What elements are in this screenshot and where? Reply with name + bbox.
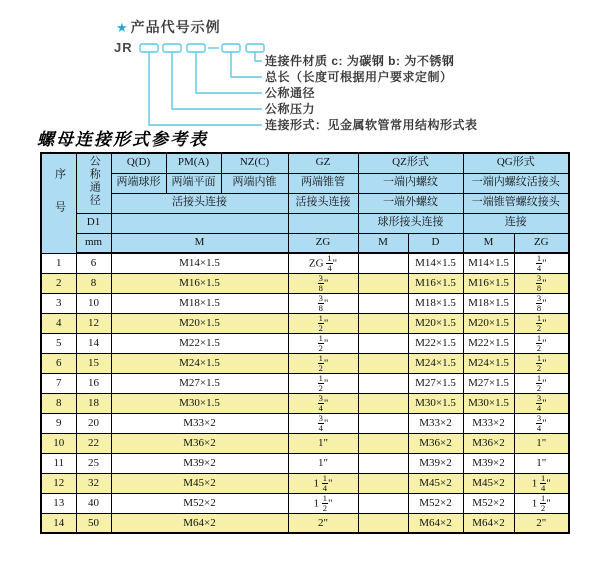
cell-qz-d: M24×1.5 [408,353,463,373]
cell-qg-zg: 2" [514,513,569,533]
table-row [41,413,569,433]
header-nz-desc: 两端内锥 [221,173,288,193]
cell-qz-d: M18×1.5 [408,293,463,313]
cell-qz-m [358,373,408,393]
label-total-length: 总长（长度可根据用户要求定制） [265,70,453,84]
cell-dn: 40 [76,493,111,513]
cell-thread-m: M45×2 [111,473,288,493]
header-qz-desc2: 一端外螺纹 [358,193,463,213]
header-blank-cell [111,213,288,233]
header-pm-desc: 两端平面 [166,173,221,193]
table-header [41,153,569,253]
cell-qg-zg: 1 $\frac{1}{2}$ " [514,493,569,513]
fraction: $\frac{3}{8}$ [318,293,323,313]
cell-qz-m [358,433,408,453]
fraction: $\frac{1}{2}$ [536,373,542,393]
table-row [41,313,569,333]
cell-dn: 16 [76,373,111,393]
table-row [41,373,569,393]
header-qg-join: 连接 [463,213,569,233]
cell-qz-d: M39×2 [408,453,463,473]
cell-qg-zg: 1 $\frac{1}{4}$ " [514,473,569,493]
header-qz-join: 球形接头连接 [358,213,463,233]
cell-qz-m [358,253,408,273]
header-nz-code: NZ(C) [221,153,288,173]
code-box-2 [163,44,181,52]
diagram-title-text: 产品代号示例 [130,19,221,35]
cell-qg-zg: 1" [514,453,569,473]
cell-thread-m: M16×1.5 [111,273,288,293]
header-gz-code: GZ [288,153,358,173]
cell-thread-m: M52×2 [111,493,288,513]
cell-qz-m [358,353,408,373]
fraction: $\frac{1}{4}$ [536,253,542,273]
fraction: $\frac{3}{4}$ [318,393,323,413]
cell-dn: 10 [76,293,111,313]
cell-thread-m: M20×1.5 [111,313,288,333]
cell-thread-m: M18×1.5 [111,293,288,313]
header-dn: 公称通径 [76,153,111,213]
header-qg-desc2: 一端锥管螺纹接头 [463,193,569,213]
cell-qz-m [358,513,408,533]
header-qg-unit-zg: ZG [514,233,569,253]
cell-qz-d: M36×2 [408,433,463,453]
cell-gz-zg: $\frac{3}{8}$ " [288,273,358,293]
fraction: $\frac{1}{2}$ [322,493,327,513]
table-row [41,453,569,473]
cell-qg-zg: $\frac{3}{8}$ " [514,293,569,313]
cell-dn: 20 [76,413,111,433]
cell-gz-zg: 1" [288,433,358,453]
fraction: $\frac{3}{8}$ [536,273,542,293]
fraction: $\frac{3}{8}$ [318,273,323,293]
fraction: $\frac{3}{8}$ [536,293,542,313]
code-box-5 [246,44,264,52]
table-row [41,253,569,273]
header-qz-code: QZ形式 [358,153,463,173]
cell-qg-m: M36×2 [463,433,514,453]
cell-seq: 9 [41,413,76,433]
cell-qz-m [358,453,408,473]
fraction: $\frac{1}{2}$ [318,313,323,333]
code-box-3 [187,44,205,52]
cell-gz-zg: $\frac{3}{4}$ " [288,413,358,433]
cell-dn: 15 [76,353,111,373]
fraction: $\frac{1}{2}$ [318,333,323,353]
cell-seq: 11 [41,453,76,473]
header-pm-code: PM(A) [166,153,221,173]
cell-qz-m [358,473,408,493]
cell-qg-m: M18×1.5 [463,293,514,313]
cell-qg-m: M24×1.5 [463,353,514,373]
cell-gz-zg: $\frac{1}{2}$ " [288,373,358,393]
cell-thread-m: M24×1.5 [111,353,288,373]
cell-seq: 13 [41,493,76,513]
cell-qz-m [358,313,408,333]
cell-seq: 3 [41,293,76,313]
fraction: $\frac{1}{4}$ [541,473,546,493]
cell-seq: 14 [41,513,76,533]
table-title: 螺母连接形式参考表 [37,130,208,150]
fraction: $\frac{1}{2}$ [536,353,542,373]
cell-seq: 4 [41,313,76,333]
table-body [41,253,569,533]
table-row [41,433,569,453]
fraction: $\frac{3}{4}$ [318,413,323,433]
table-row [41,333,569,353]
header-m-span: M [111,233,288,253]
label-nominal-diameter: 公称通径 [265,86,316,100]
cell-qg-m: M16×1.5 [463,273,514,293]
fraction: $\frac{1}{2}$ [541,493,546,513]
cell-qg-zg: $\frac{3}{4}$ " [514,413,569,433]
cell-qz-m [358,293,408,313]
cell-gz-zg: $\frac{3}{8}$ " [288,293,358,313]
cell-dn: 32 [76,473,111,493]
header-d1: D1 [76,213,111,233]
table-row [41,273,569,293]
cell-thread-m: M27×1.5 [111,373,288,393]
cell-qg-m: M45×2 [463,473,514,493]
header-seq: 序号 [41,153,76,253]
cell-qg-zg: $\frac{1}{2}$ " [514,313,569,333]
cell-dn: 25 [76,453,111,473]
cell-dn: 14 [76,333,111,353]
fraction: $\frac{1}{2}$ [536,333,542,353]
cell-thread-m: M30×1.5 [111,393,288,413]
cell-seq: 8 [41,393,76,413]
cell-dn: 12 [76,313,111,333]
cell-qz-d: M22×1.5 [408,333,463,353]
header-qg-desc1: 一端内螺纹活接头 [463,173,569,193]
cell-seq: 2 [41,273,76,293]
cell-qz-m [358,333,408,353]
cell-qg-zg: $\frac{3}{4}$ " [514,393,569,413]
star-icon: ★ [116,20,129,35]
header-union-join: 活接头连接 [111,193,288,213]
code-box-4 [222,44,240,52]
cell-dn: 50 [76,513,111,533]
cell-dn: 22 [76,433,111,453]
label-material: 连接件材质 c: 为碳钢 b: 为不锈钢 [265,54,455,68]
cell-qg-m: M64×2 [463,513,514,533]
header-gz-union-join: 活接头连接 [288,193,358,213]
cell-qg-m: M14×1.5 [463,253,514,273]
cell-qg-zg: $\frac{1}{2}$ " [514,373,569,393]
table-row [41,293,569,313]
cell-qg-zg: $\frac{1}{2}$ " [514,353,569,373]
cell-qz-d: M16×1.5 [408,273,463,293]
cell-qg-zg: $\frac{1}{4}$ " [514,253,569,273]
code-box-1 [140,44,158,52]
cell-thread-m: M64×2 [111,513,288,533]
fraction: $\frac{3}{4}$ [536,393,542,413]
label-nominal-pressure: 公称压力 [265,102,316,116]
cell-qg-zg: 1" [514,433,569,453]
cell-dn: 6 [76,253,111,273]
table-row [41,473,569,493]
header-qg-unit-m: M [463,233,514,253]
cell-qg-zg: $\frac{1}{2}$ " [514,333,569,353]
fraction: $\frac{1}{4}$ [322,473,327,493]
table-row [41,393,569,413]
header-qz-unit-m: M [358,233,408,253]
cell-qg-zg: $\frac{3}{8}$ " [514,273,569,293]
cell-seq: 12 [41,473,76,493]
header-qz-desc1: 一端内螺纹 [358,173,463,193]
cell-qz-d: M27×1.5 [408,373,463,393]
fraction: $\frac{1}{4}$ [327,253,332,273]
cell-dn: 18 [76,393,111,413]
header-q-desc: 两端球形 [111,173,166,193]
cell-thread-m: M14×1.5 [111,253,288,273]
cell-qz-m [358,273,408,293]
label-connection-type: 连接形式：见金属软管常用结构形式表 [265,118,478,132]
fraction: $\frac{3}{4}$ [536,413,542,433]
cell-qz-d: M45×2 [408,473,463,493]
cell-qz-d: M20×1.5 [408,313,463,333]
cell-seq: 5 [41,333,76,353]
cell-gz-zg: $\frac{3}{4}$ " [288,393,358,413]
header-qg-code: QG形式 [463,153,569,173]
fraction: $\frac{1}{2}$ [318,373,323,393]
cell-gz-zg: 1 $\frac{1}{2}$ " [288,493,358,513]
cell-qz-d: M33×2 [408,413,463,433]
cell-gz-zg: 1" [288,453,358,473]
cell-thread-m: M33×2 [111,413,288,433]
cell-gz-zg: $\frac{1}{2}$ " [288,313,358,333]
cell-qg-m: M27×1.5 [463,373,514,393]
header-blank-cell [288,213,358,233]
cell-qz-m [358,413,408,433]
cell-dn: 8 [76,273,111,293]
cell-seq: 1 [41,253,76,273]
cell-thread-m: M39×2 [111,453,288,473]
cell-qz-d: M30×1.5 [408,393,463,413]
cell-thread-m: M22×1.5 [111,333,288,353]
cell-qg-m: M33×2 [463,413,514,433]
cell-qz-m [358,393,408,413]
fraction: $\frac{1}{2}$ [536,313,542,333]
nut-connection-reference-table [40,152,570,534]
header-q-code: Q(D) [111,153,166,173]
cell-seq: 6 [41,353,76,373]
cell-qg-m: M39×2 [463,453,514,473]
table-row [41,493,569,513]
cell-gz-zg: 1 $\frac{1}{4}$ " [288,473,358,493]
cell-qz-d: M14×1.5 [408,253,463,273]
cell-seq: 7 [41,373,76,393]
cell-gz-zg: $\frac{1}{2}$ " [288,333,358,353]
cell-seq: 10 [41,433,76,453]
table-row [41,353,569,373]
cell-qg-m: M20×1.5 [463,313,514,333]
header-mm: mm [76,233,111,253]
cell-qg-m: M30×1.5 [463,393,514,413]
header-qz-unit-d: D [408,233,463,253]
cell-gz-zg: $\frac{1}{2}$ " [288,353,358,373]
header-gz-desc: 两端锥管 [288,173,358,193]
table-row [41,513,569,533]
header-gz-unit: ZG [288,233,358,253]
product-code-prefix: JR [114,40,133,55]
cell-gz-zg: ZG $\frac{1}{4}$ " [288,253,358,273]
cell-qz-d: M64×2 [408,513,463,533]
cell-qz-d: M52×2 [408,493,463,513]
cell-qg-m: M22×1.5 [463,333,514,353]
cell-qg-m: M52×2 [463,493,514,513]
cell-qz-m [358,493,408,513]
cell-gz-zg: 2" [288,513,358,533]
cell-thread-m: M36×2 [111,433,288,453]
fraction: $\frac{1}{2}$ [318,353,323,373]
